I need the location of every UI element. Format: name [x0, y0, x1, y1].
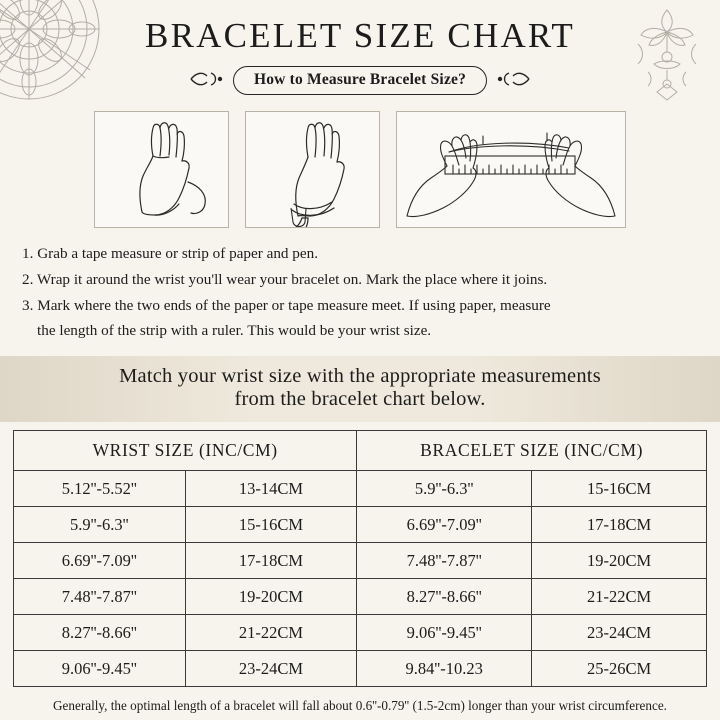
- step-3-continued: the length of the strip with a ruler. This would be your wrist size.: [37, 322, 432, 340]
- cell-wrist-inch: 7.48''-7.87'': [14, 579, 186, 615]
- cell-wrist-cm: 21-22CM: [185, 615, 357, 651]
- table-row: [14, 471, 707, 507]
- right-flourish-icon: [497, 70, 531, 92]
- figure-hands-measuring-strip-with-ruler: [396, 111, 626, 228]
- cell-bracelet-cm: 15-16CM: [532, 471, 707, 507]
- page-title: BRACELET SIZE CHART: [145, 16, 575, 55]
- table-row: [14, 543, 707, 579]
- table-row: [14, 651, 707, 687]
- step-1: 1. Grab a tape measure or strip of paper and pen.: [22, 245, 319, 262]
- match-instruction-band: [0, 356, 720, 422]
- cell-bracelet-cm: 19-20CM: [532, 543, 707, 579]
- illustration-row: [0, 111, 720, 228]
- cell-bracelet-cm: 21-22CM: [532, 579, 707, 615]
- cell-bracelet-inch: 9.84''-10.23: [357, 651, 532, 687]
- cell-bracelet-cm: 17-18CM: [532, 507, 707, 543]
- cell-wrist-inch: 6.69''-7.09'': [14, 543, 186, 579]
- left-flourish-icon: [189, 70, 223, 92]
- cell-bracelet-inch: 8.27''-8.66'': [357, 579, 532, 615]
- cell-bracelet-inch: 7.48''-7.87'': [357, 543, 532, 579]
- cell-wrist-inch: 9.06''-9.45'': [14, 651, 186, 687]
- table-row: [14, 579, 707, 615]
- table-header-row: [14, 431, 707, 471]
- figure-hand-with-tape-measure: [94, 111, 229, 228]
- size-chart-table: [13, 430, 707, 687]
- footnote: Generally, the optimal length of a bracelet will fall about 0.6''-0.79'' (1.5-2cm) longer than your wrist circumference.: [53, 698, 667, 714]
- band-line-1: Match your wrist size with the appropriate measurements: [119, 365, 601, 388]
- cell-wrist-inch: 5.9''-6.3'': [14, 507, 186, 543]
- cell-bracelet-cm: 25-26CM: [532, 651, 707, 687]
- cell-wrist-cm: 15-16CM: [185, 507, 357, 543]
- band-line-2: from the bracelet chart below.: [234, 388, 486, 411]
- cell-bracelet-cm: 23-24CM: [532, 615, 707, 651]
- cell-bracelet-inch: 6.69''-7.09'': [357, 507, 532, 543]
- cell-bracelet-inch: 5.9''-6.3'': [357, 471, 532, 507]
- instruction-steps: [22, 242, 698, 344]
- cell-wrist-cm: 19-20CM: [185, 579, 357, 615]
- subheading-pill: How to Measure Bracelet Size?: [233, 66, 487, 95]
- cell-wrist-cm: 13-14CM: [185, 471, 357, 507]
- cell-wrist-inch: 5.12''-5.52'': [14, 471, 186, 507]
- subheading-row: [0, 66, 720, 95]
- step-3: 3. Mark where the two ends of the paper or tape measure meet. If using paper, measure: [22, 296, 551, 314]
- table-row: [14, 507, 707, 543]
- cell-wrist-cm: 17-18CM: [185, 543, 357, 579]
- step-2: 2. Wrap it around the wrist you'll wear your bracelet on. Mark the place where it joins.: [22, 270, 548, 288]
- cell-wrist-inch: 8.27''-8.66'': [14, 615, 186, 651]
- cell-bracelet-inch: 9.06''-9.45'': [357, 615, 532, 651]
- header-bracelet-size: BRACELET SIZE (INC/CM): [357, 431, 707, 471]
- header-wrist-size: WRIST SIZE (INC/CM): [14, 431, 357, 471]
- cell-wrist-cm: 23-24CM: [185, 651, 357, 687]
- figure-hand-wrapping-tape-around-wrist: [245, 111, 380, 228]
- table-row: [14, 615, 707, 651]
